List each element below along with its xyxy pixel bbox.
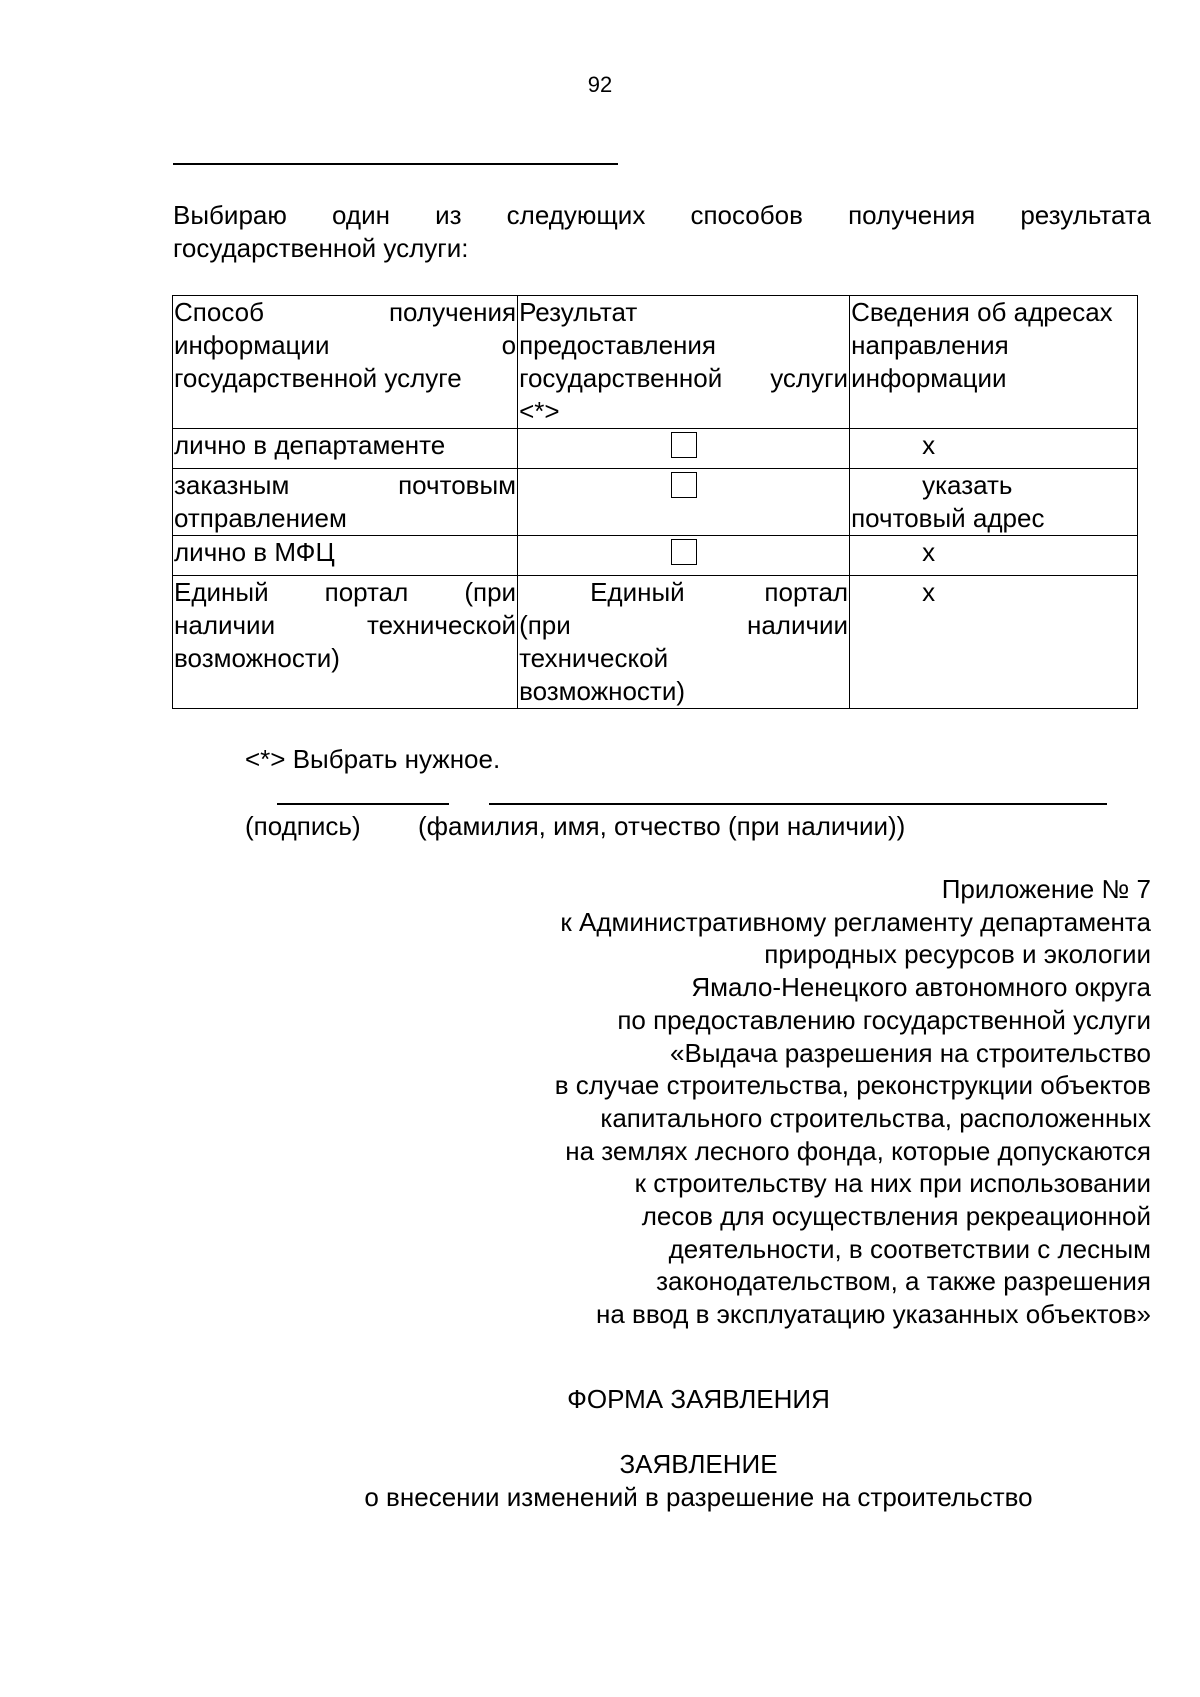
- result-checkbox[interactable]: [671, 472, 697, 498]
- intro-paragraph: [173, 199, 1151, 265]
- signature-line[interactable]: [277, 803, 449, 805]
- method-text: отправлением: [174, 503, 347, 533]
- method-text: лично в департаменте: [174, 430, 446, 460]
- table-row: [173, 469, 1138, 536]
- appendix-line: Ямало-Ненецкого автономного округа: [691, 972, 1151, 1003]
- appendix-line: по предоставлению государственной услуги: [617, 1004, 1151, 1035]
- form-heading: ФОРМА ЗАЯВЛЕНИЯ: [567, 1384, 830, 1414]
- full-name-caption: (фамилия, имя, отчество (при наличии)): [418, 811, 906, 841]
- result-cell: [518, 429, 850, 469]
- appendix-reference: [351, 873, 1151, 1331]
- appendix-line: законодательством, а также разрешения: [656, 1266, 1151, 1297]
- address-text: почтовый адрес: [851, 503, 1045, 533]
- address-cell: [850, 576, 1138, 709]
- method-cell: [173, 576, 518, 709]
- header-method-line: государственной услуге: [174, 363, 462, 393]
- address-text: x: [922, 537, 936, 567]
- method-cell: [173, 429, 518, 469]
- page-number: 92: [587, 72, 613, 97]
- result-text: (при наличии: [519, 610, 849, 640]
- header-result-line: <*>: [519, 396, 560, 426]
- header-method-line: информации о: [174, 330, 517, 360]
- method-text: заказным почтовым: [174, 470, 517, 500]
- result-cell: [518, 469, 850, 536]
- address-text: x: [922, 430, 936, 460]
- result-checkbox[interactable]: [671, 539, 697, 565]
- result-text: Единый портал: [590, 577, 849, 607]
- appendix-line: «Выдача разрешения на строительство: [670, 1037, 1151, 1068]
- appendix-line: к строительству на них при использовании: [634, 1168, 1151, 1199]
- table-row: [173, 536, 1138, 576]
- header-result-line: предоставления: [519, 330, 717, 360]
- header-address-line: направления: [851, 330, 1009, 360]
- header-address-line: информации: [851, 363, 1007, 393]
- footnote-text: <*> Выбрать нужное.: [245, 744, 501, 774]
- appendix-line: деятельности, в соответствии с лесным: [668, 1233, 1151, 1264]
- appendix-line: природных ресурсов и экологии: [764, 939, 1151, 970]
- address-text: x: [922, 577, 936, 607]
- address-cell: [850, 429, 1138, 469]
- application-subtitle: о внесении изменений в разрешение на строительство: [364, 1482, 1033, 1512]
- intro-line-1: Выбираю один из следующих способов получения результата: [173, 200, 1151, 230]
- intro-line-2: государственной услуги:: [173, 233, 469, 263]
- method-text: Единый портал (при: [174, 577, 517, 607]
- result-cell: [518, 576, 850, 709]
- full-name-line[interactable]: [489, 803, 1107, 805]
- appendix-line: к Административному регламенту департамента: [560, 906, 1151, 937]
- application-title: ЗАЯВЛЕНИЕ: [619, 1449, 778, 1479]
- method-cell: [173, 469, 518, 536]
- result-text: возможности): [519, 676, 686, 706]
- header-result-line: государственной услуги: [519, 363, 849, 393]
- appendix-line: на землях лесного фонда, которые допускаются: [565, 1135, 1151, 1166]
- address-text: указать: [922, 470, 1013, 500]
- header-address-line: Сведения об адресах: [851, 297, 1113, 327]
- footnote-separator: [173, 163, 618, 165]
- header-method-line: Способ получения: [174, 297, 517, 327]
- method-cell: [173, 536, 518, 576]
- header-address: [850, 296, 1138, 429]
- appendix-line: капитального строительства, расположенных: [600, 1102, 1151, 1133]
- method-text: наличии технической: [174, 610, 517, 640]
- address-cell: [850, 469, 1138, 536]
- result-cell: [518, 536, 850, 576]
- result-text: технической: [519, 643, 669, 673]
- appendix-line: в случае строительства, реконструкции объектов: [554, 1070, 1151, 1101]
- header-method: [173, 296, 518, 429]
- method-text: лично в МФЦ: [174, 537, 335, 567]
- table-header-row: [173, 296, 1138, 429]
- table-row: [173, 576, 1138, 709]
- header-result-line: Результат: [519, 297, 638, 327]
- method-text: возможности): [174, 643, 340, 673]
- result-methods-table: [172, 295, 1138, 709]
- signature-caption: (подпись): [245, 811, 361, 841]
- header-result: [518, 296, 850, 429]
- address-cell: [850, 536, 1138, 576]
- result-checkbox[interactable]: [671, 432, 697, 458]
- appendix-line: на ввод в эксплуатацию указанных объектов»: [595, 1299, 1151, 1330]
- appendix-line: Приложение № 7: [941, 874, 1151, 904]
- table-row: [173, 429, 1138, 469]
- appendix-line: лесов для осуществления рекреационной: [641, 1201, 1151, 1232]
